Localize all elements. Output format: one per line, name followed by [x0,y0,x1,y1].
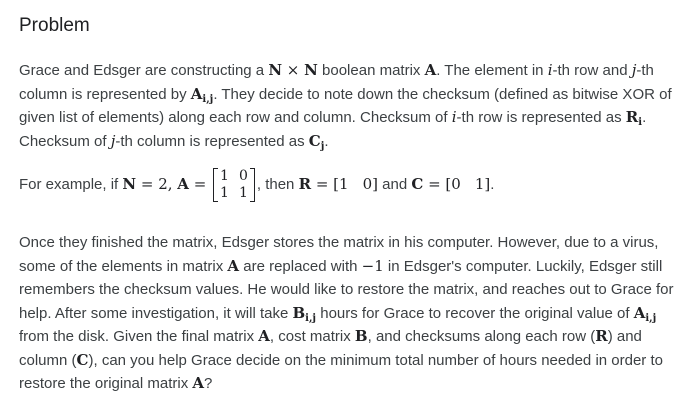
text: . [324,132,329,150]
math-A: A [177,174,189,193]
vector-R: 1 0 [339,174,373,193]
example-paragraph [19,168,674,202]
text: . The element in [436,62,548,79]
math-j: j [631,61,637,79]
math-eq: = [188,174,212,193]
vector-C: 0 1 [451,174,485,193]
text: . They decide to note down the checksum (defined as bitwise XOR of given list of elements) along each row and column. Checksum of [19,85,672,126]
math-Cj: $C_j$ [308,131,325,152]
text: For example, if [19,175,123,193]
text: . [490,175,495,193]
math-B: B [354,327,368,345]
matrix-row: 1 1 [220,185,248,201]
text: in Edsger's computer. Luckily, Edsger still remembers the checksum values. He would like to restore the matrix, and reaches out to Grace for help. After some investigation, it will take [19,257,674,322]
text: -th column is represented by [19,62,654,103]
math-Ri: $R_i$ [625,108,643,128]
math-Aij: $A_{i,j}$ [190,84,214,105]
math-N: N [304,61,318,79]
text: ), can you help Grace decide on the minimum total number of hours needed in order to restore the original matrix [19,351,663,392]
text: hours for Grace to recover the original value of [316,304,634,322]
page-title: Problem [19,15,90,36]
math-Bij: $B_{i,j}$ [292,303,317,324]
text: . Checksum of [19,109,647,150]
example-matrix-A [213,168,255,202]
math-A: A [424,61,437,79]
math-neg1: −1 [361,256,384,275]
matrix-row: 1 0 [220,168,248,184]
text: from the disk. Given the final matrix [19,328,259,345]
text: -th column is represented as [115,132,309,150]
problem-intro-paragraph [19,59,674,153]
text: ? [204,375,213,392]
bracket-open: [ [333,174,340,193]
text: Grace and Edsger are constructing a [19,62,269,79]
math-j: j [110,131,116,150]
text: boolean matrix [317,62,425,79]
bracket-close: ] [484,174,491,193]
bracket-close: ] [372,174,378,193]
math-N: N [122,174,137,193]
math-times: × [282,61,305,79]
text: ) and column ( [19,328,642,369]
bracket-open: [ [445,174,452,193]
problem-detail-paragraph [19,231,674,396]
text: , cost matrix [269,328,355,345]
text: -th row is represented as [456,109,626,126]
math-N: N [268,61,283,79]
math-eq: = [423,174,446,193]
math-R: R [298,174,312,193]
math-A: A [227,256,240,275]
math-A: A [192,374,205,392]
math-C: C [76,350,89,369]
math-C: C [411,174,424,193]
text: and [377,175,412,193]
math-Aij: $A_{i,j}$ [633,303,657,324]
text: -th row and [552,62,632,79]
math-R: R [595,327,608,345]
text: are replaced with [239,257,362,275]
math-A: A [258,327,270,345]
math-eq: = [311,174,334,193]
math-i: i [547,61,553,79]
text: , and checksums along each row ( [367,328,596,345]
math-eq: = 2, [136,174,178,193]
text: Once they finished the matrix, Edsger stores the matrix in his computer. However, due to a virus, some of the elements in matrix [19,234,659,275]
math-i: i [451,108,457,126]
text: , then [256,175,299,193]
